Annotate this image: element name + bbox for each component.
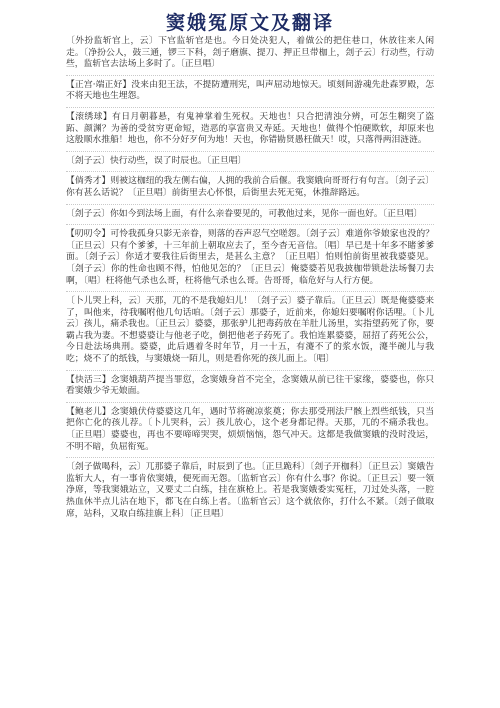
document-body [66,36,434,528]
page-title: 窦娥冤原文及翻译 [165,12,334,34]
paragraph: 【快活三】念窦娥葫芦提当罪愆，念窦娥身首不完全，念窦娥从前已往干家缘，婆婆也，你只看窦娥少爷无娘面。 [66,375,434,403]
paragraph: 【鲍老儿】念窦娥伏侍婆婆这几年，遇时节将碗凉浆奠；你去那受刑法尸骸上烈些纸钱，只当把你亡化的孩儿荐。〔卜儿哭科，云〕孩儿放心，这个老身都记得。天那，兀的不痛杀我也。〔正旦唱〕婆婆也，再也不要啼啼哭哭，烦烦恼恼，怨气冲天。这都是我做窦娥的没时没运，不明不暗，负屈衔冤。 [66,407,434,458]
paragraph: 【倘秀才】则被这枷纽的我左侧右偏，人拥的我前合后偃。我窦娥向哥哥行有句言。〔刽子云〕你有甚么话说？〔正旦唱〕前街里去心怀恨，后街里去死无冤，休推辞路远。 [66,176,434,204]
paragraph: 〔刽子云〕快行动些，误了时辰也。〔正旦唱〕 [66,156,434,173]
paragraph: 〔刽子云〕你如今到法场上面，有什么亲眷要见的，可教他过来，见你一面也好。〔正旦唱〕 [66,209,434,226]
paragraph: 〔外扮监斩官上，云〕下官监斩官是也。今日处决犯人，着做公的把住巷口，休放往来人闲走。〔净扮公人，鼓三通，锣三下科，刽子磨旗、提刀、押正旦带枷上，刽子云〕行动些，行动些，监斩官去法场上多时了。〔正旦唱〕 [66,36,434,76]
paragraph: 〔卜儿哭上科，云〕天那，兀的不是我媳妇儿！〔刽子云〕婆子靠后。〔正旦云〕既是俺婆婆来了，叫他来，待我嘱咐他几句话咱。〔刽子云〕那婆子，近前来，你媳妇要嘱咐你话哩。〔卜儿云〕孩儿，痛杀我也。〔正旦云〕婆婆，那张驴儿把毒药放在羊肚儿汤里，实指望药死了你，要霸占我为妻。不想婆婆让与他老子吃，倒把他老子药死了。我怕连累婆婆，屈招了药死公公，今日赴法场典刑。婆婆，此后遇着冬时年节，月一十五，有瀽不了的浆水饭，瀽半碗儿与我吃；烧不了的纸钱，与窦娥烧一陌儿，则是看你死的孩儿面上。〔唱〕 [66,296,434,371]
paragraph: 【正宫·端正好】没来由犯王法，不提防遭刑宪，叫声屈动地惊天。顷刻间游魂先赴森罗殿，怎不将天地也生埋怨。 [66,80,434,108]
paragraph: 〔刽子做喝科，云〕兀那婆子靠后，时辰到了也。〔正旦跪科〕〔刽子开枷科〕〔正旦云〕窦娥告监斩大人，有一事肯依窦娥，便死而无怨。〔监斩官云〕你有什么事？你说。〔正旦云〕要一领净席，等我窦娥站立，又要丈二白练，挂在旗枪上。若是我窦娥委实冤枉，刀过处头落，一腔热血休半点儿沾在地下，都飞在白练上者。〔监斩官云〕这个就依你，打什么不紧。〔刽子做取席，站科，又取白练挂旗上科〕〔正旦唱〕 [66,462,434,519]
paragraph: 【滚绣球】有日月朝暮悬，有鬼神掌着生死权。天地也！只合把清浊分辨，可怎生糊突了盗跖、颜渊？为善的受贫穷更命短，造恶的享富贵又寿延。天地也！做得个怕硬欺软，却原来也这般顺水推船！地也，你不分好歹何为地！天也，你错勘贤愚枉做天！哎，只落得两泪涟涟。 [66,112,434,152]
paragraph: 【叨叨令】可怜我孤身只影无亲眷，则落的吞声忍气空嗟怨。〔刽子云〕难道你爷娘家也没的？〔正旦云〕只有个爹爹，十三年前上朝取应去了，至今杳无音信。〔唱〕早已是十年多不睹爹爹面。〔刽子云〕你适才要我往后街里去，是甚么主意？〔正旦唱〕怕则怕前街里被我婆婆见。〔刽子云〕你的性命也顾不得，怕他见怎的？〔正旦云〕俺婆婆若见我披枷带锁赴法场餐刀去啊，〔唱〕枉将他气杀也么哥，枉将他气杀也么哥。告哥哥，临危好与人行方便。 [66,229,434,292]
